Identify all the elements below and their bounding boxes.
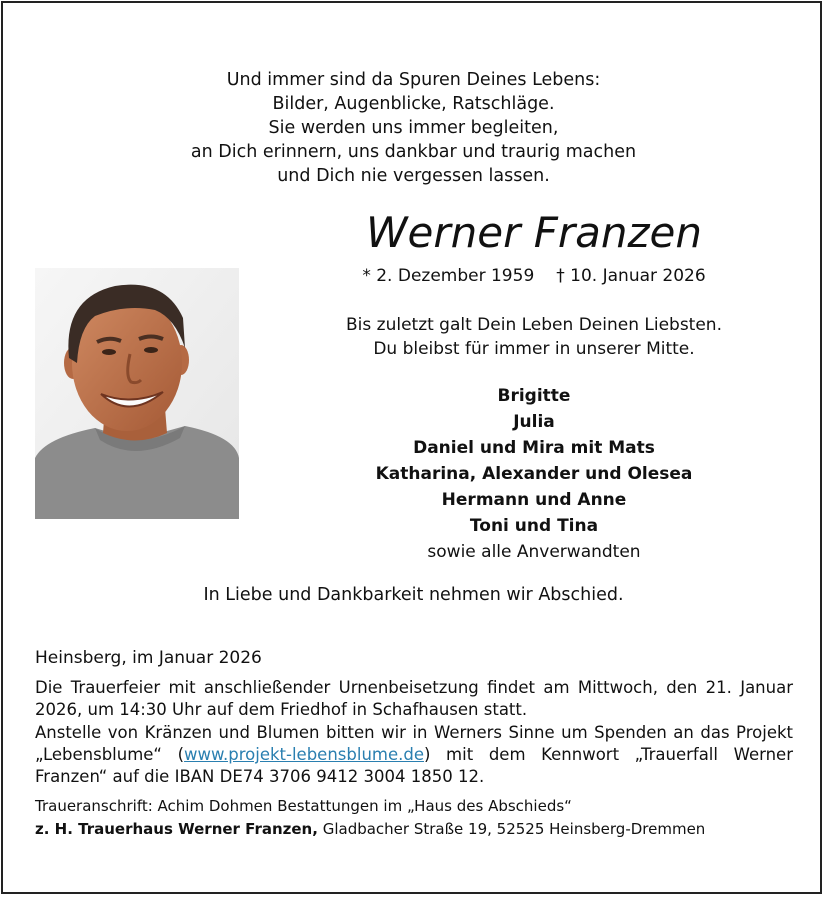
address-recipient: z. H. Trauerhaus Werner Franzen, — [35, 820, 318, 838]
mourners-list — [234, 383, 827, 565]
mourner-name: Hermann und Anne — [441, 490, 627, 510]
donation-link[interactable]: www.projekt-lebensblume.de — [184, 745, 424, 764]
mourner-name: Brigitte — [497, 386, 571, 406]
relatives-note: sowie alle Anverwandten — [427, 542, 641, 562]
mourner-name: Julia — [513, 412, 555, 432]
memorial-verse — [234, 313, 827, 361]
mourning-address — [35, 795, 795, 841]
place-date: Heinsberg, im Januar 2026 — [35, 648, 262, 668]
address-line-1: Traueranschrift: Achim Dohmen Bestattungen im „Haus des Abschieds“ — [35, 797, 572, 815]
poem-line: Bilder, Augenblicke, Ratschläge. — [272, 94, 555, 114]
address-street: Gladbacher Straße 19, 52525 Heinsberg-Dremmen — [317, 820, 706, 838]
poem — [0, 68, 827, 188]
poem-line: und Dich nie vergessen lassen. — [277, 166, 550, 186]
poem-line: Sie werden uns immer begleiten, — [268, 118, 559, 138]
poem-line: Und immer sind da Spuren Deines Lebens: — [226, 70, 601, 90]
mourner-name: Katharina, Alexander und Olesea — [375, 464, 693, 484]
verse-line: Du bleibst für immer in unserer Mitte. — [373, 339, 695, 359]
service-info: Die Trauerfeier mit anschließender Urnenbeisetzung findet am Mittwoch, den 21. Januar 2026, um 14:30 Uhr auf dem Friedhof in Schafhausen statt. — [35, 678, 793, 719]
death-date: † 10. Januar 2026 — [556, 266, 706, 286]
verse-line: Bis zuletzt galt Dein Leben Deinen Liebsten. — [346, 315, 722, 335]
portrait-photo — [35, 268, 239, 519]
donation-text-before: Anstelle von Kränzen und Blumen bitten wir in Werners Sinne um Spenden an das Projekt „Lebensblume“ ( — [35, 723, 793, 764]
address-line-2 — [35, 818, 795, 841]
mourner-name: Daniel und Mira mit Mats — [413, 438, 655, 458]
birth-date: * 2. Dezember 1959 — [362, 266, 535, 286]
donation-info — [35, 722, 793, 788]
life-dates — [234, 264, 827, 288]
donation-text-after: ) mit dem Kennwort „Trauerfall Werner Franzen“ auf die IBAN DE74 3706 9412 3004 1850 12. — [35, 745, 793, 786]
deceased-name: Werner Franzen — [366, 208, 702, 257]
mourner-name: Toni und Tina — [469, 516, 599, 536]
closing-line: In Liebe und Dankbarkeit nehmen wir Abschied. — [203, 585, 624, 605]
poem-line: an Dich erinnern, uns dankbar und traurig machen — [190, 142, 637, 162]
